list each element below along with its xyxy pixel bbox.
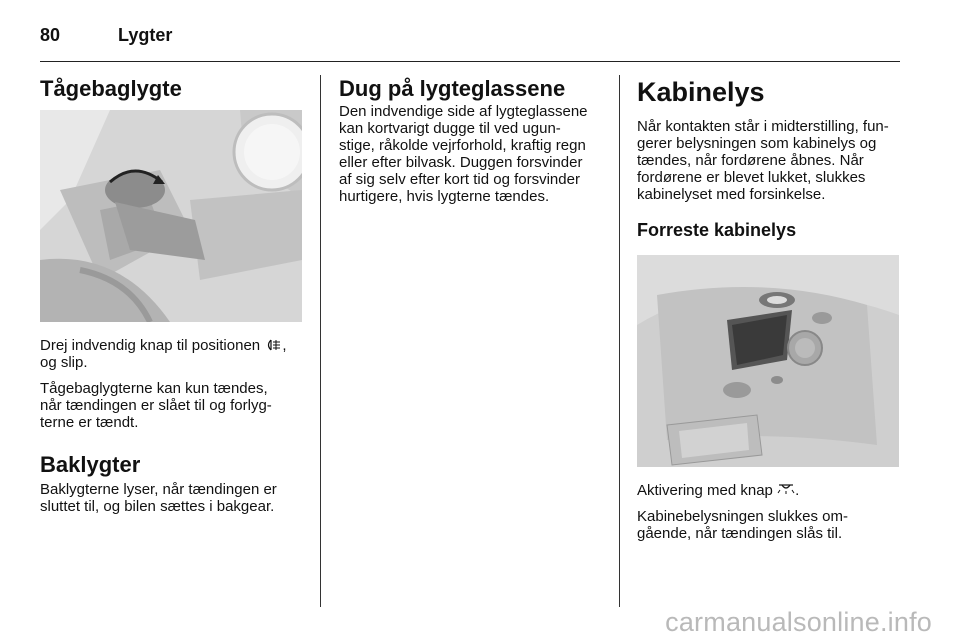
interior-light-off-text: Kabinebelysningen slukkes om- gående, når tændingen slås til. [637,508,848,542]
front-interior-light-heading: Forreste kabinelys [637,220,797,240]
interior-lights-text: Når kontakten står i midterstilling, fun- gerer belysningen som kabinelys og tændes, når fordørene åbnes. Når fordørene er blevet lukket, slukkes kabinelyset med forsinkelse. [637,118,889,203]
column-3 [637,76,905,241]
column-2 [339,76,609,205]
interior-light-icon [777,482,795,494]
column-divider-1 [320,75,321,607]
fog-light-condition: Tågebaglygterne kan kun tændes, når tændingen er slået til og forlyg- terne er tændt. [40,380,272,431]
page-header [40,20,172,50]
column-3-body [637,482,905,542]
interior-lights-heading: Kabinelys [637,77,765,107]
fog-light-icon [264,338,282,352]
column-1-body [40,337,308,515]
misted-lamps-text: Den indvendige side af lygteglassene kan kortvarigt dugge til ved ugun- stige, råkolde vejrforhold, kraftig regn eller efter bilvask. Duggen forsvinder af sig selv efter kort tid og forsvinder hurtigere, hvis lygterne tændes. [339,103,588,205]
column-1 [40,76,308,102]
interior-light-activation: Aktivering med knap . [637,482,800,499]
reversing-light-heading: Baklygter [40,452,141,477]
section-title: Lygter [118,24,173,45]
watermark: carmanualsonline.info [665,607,932,637]
reversing-light-text: Baklygterne lyser, når tændingen er sluttet til, og bilen sættes i bakgear. [40,481,277,515]
column-divider-2 [619,75,620,607]
page-number: 80 [40,24,61,45]
misted-lamps-heading: Dug på lygteglassene [339,76,566,101]
fog-light-instruction: Drej indvendig knap til positionen , og slip. [40,337,287,371]
fog-light-heading: Tågebaglygte [40,76,182,101]
interior-light-photo [637,255,899,467]
fog-light-switch-photo [40,110,302,322]
header-divider [40,61,900,62]
